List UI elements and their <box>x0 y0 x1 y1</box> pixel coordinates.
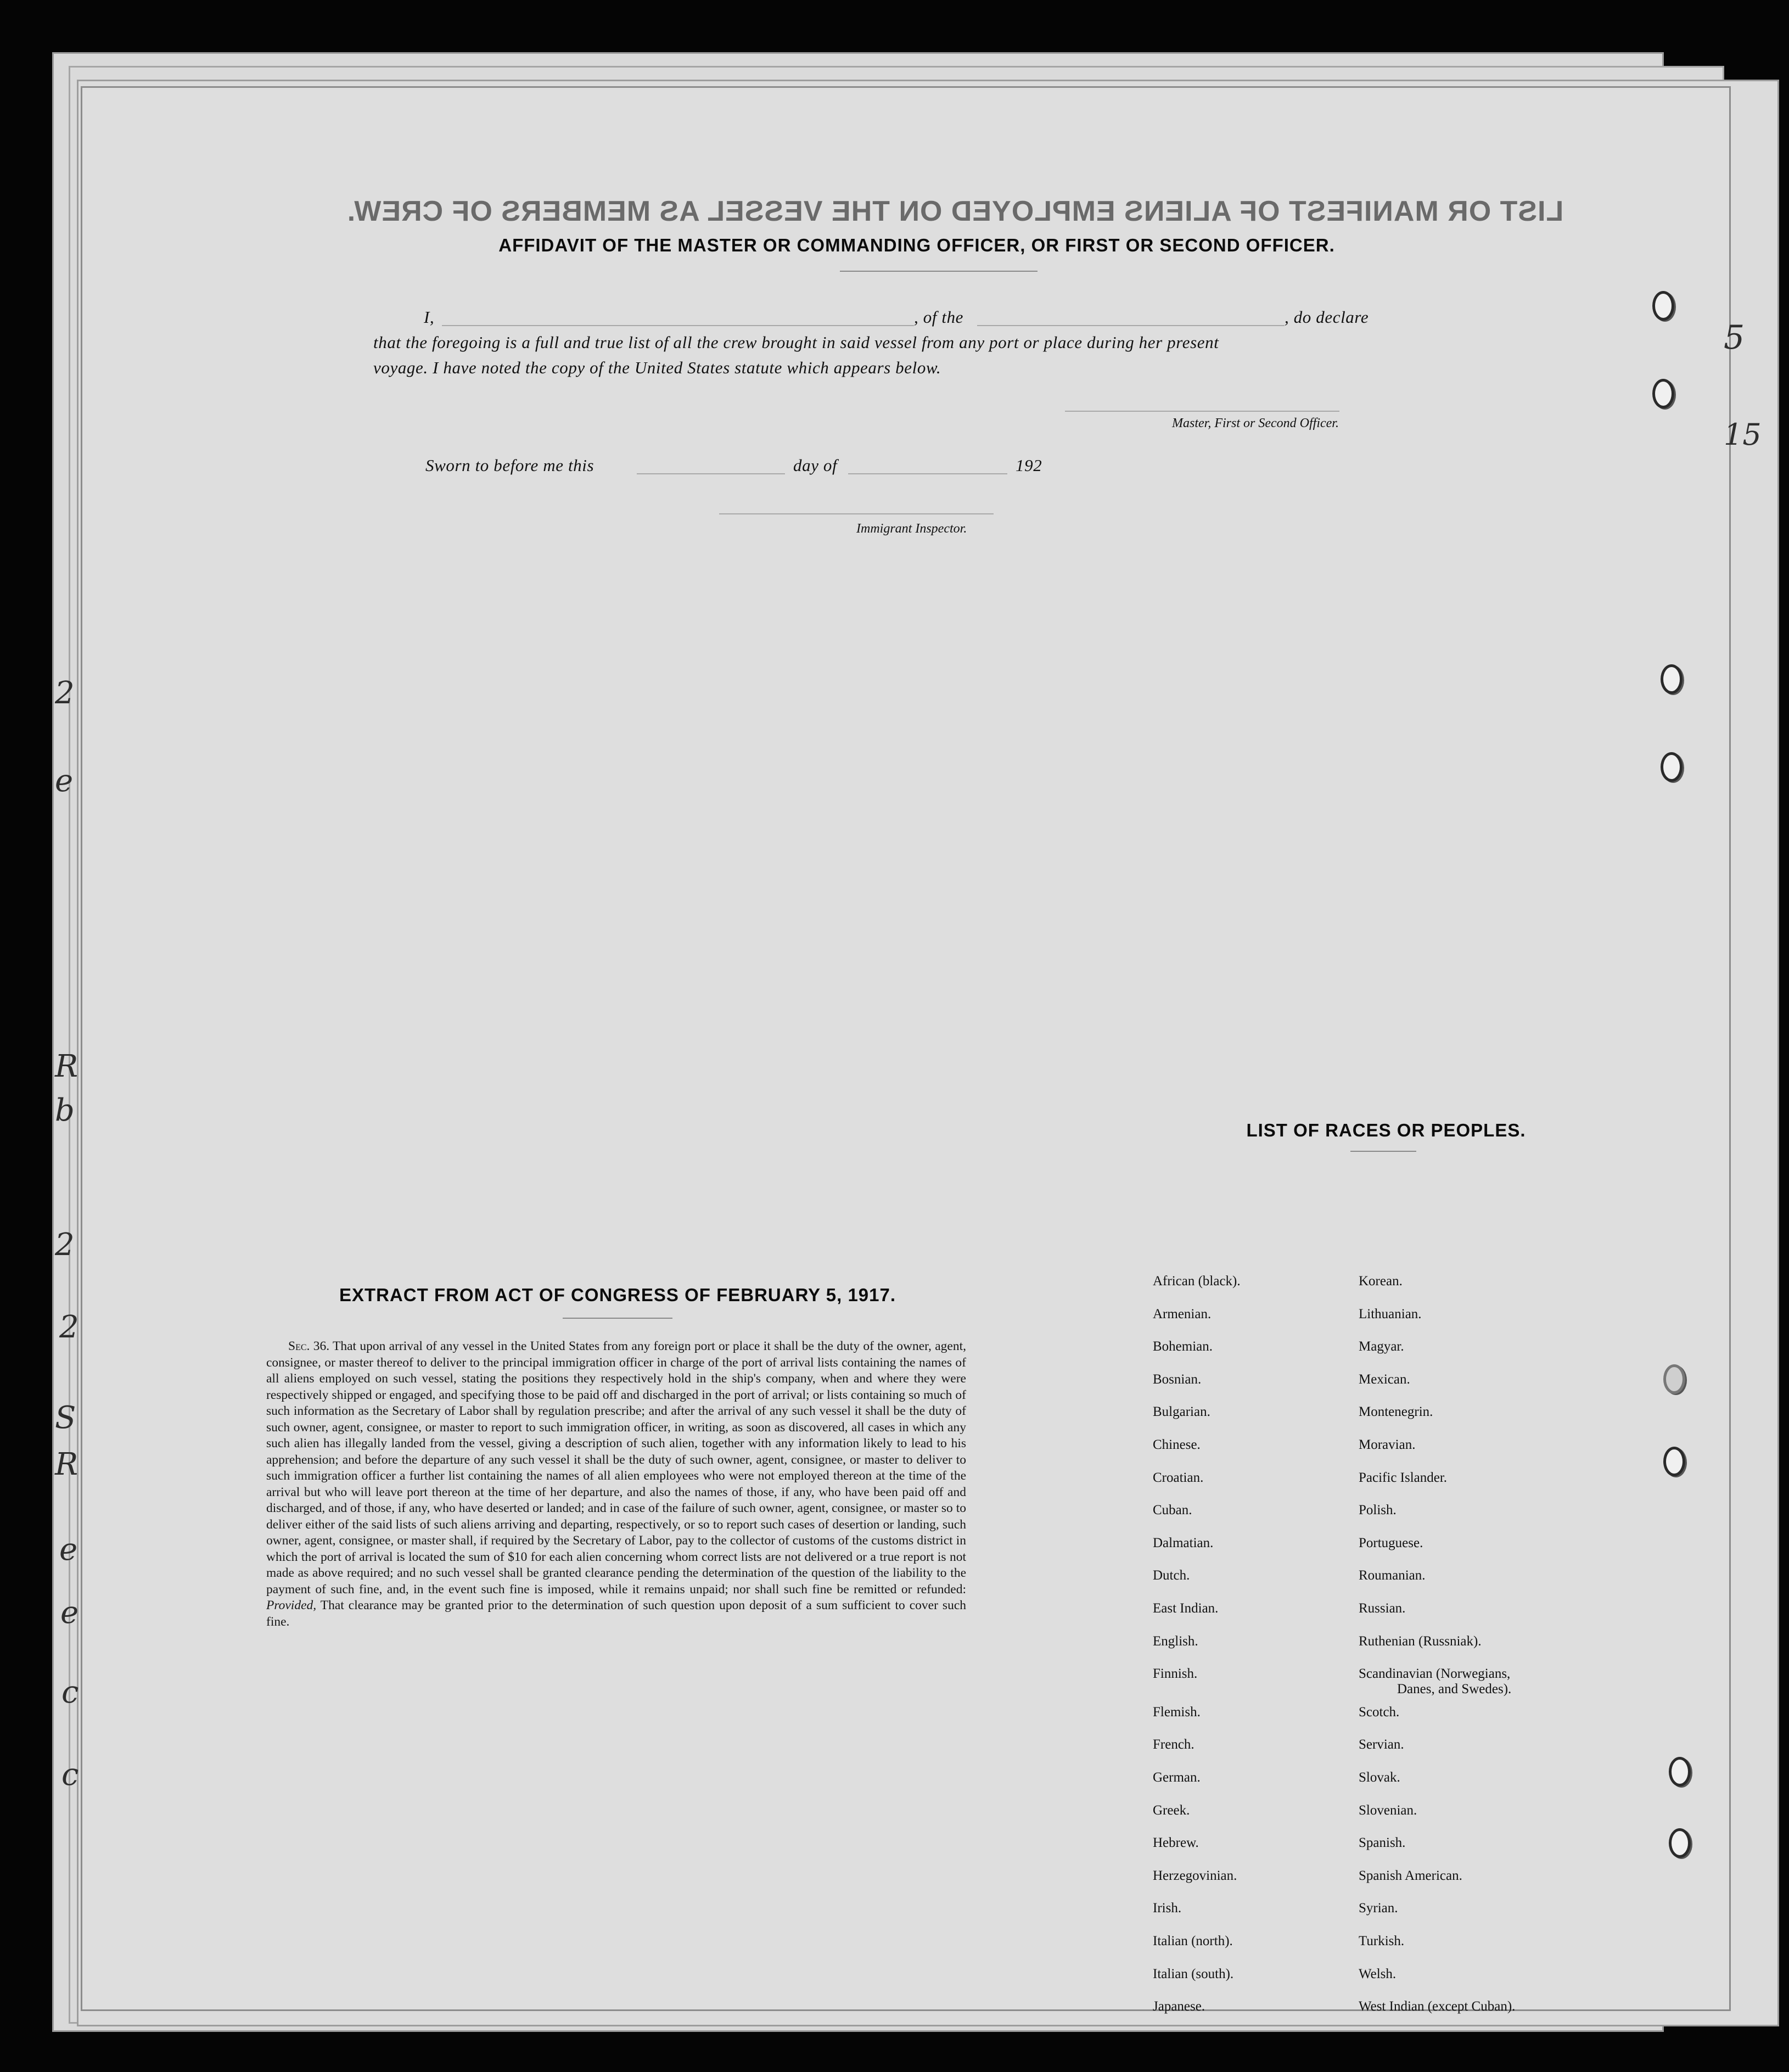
race-item: Greek. <box>1153 1802 1190 1818</box>
race-item: African (black). <box>1153 1274 1241 1289</box>
section-text: That upon arrival of any vessel in the United States from any foreign port or place it shall be the duty of the owner, agent, consignee, or master thereof to deliver to the principal immigration officer in charge of the port of arrival lists containing the names of all aliens employed on such vessel, stating the positions they respectively hold in the ship's company, when and where they were respectively shipped or engaged, and specifying those to be paid off and discharged in the port of arrival; or lists containing so much of such information as the Secretary of Labor shall by regulation prescribe; and after the arrival of any such vessel it shall be the duty of such owner, agent, consignee, or master to report to such immigration officer, in writing, as soon as discovered, all cases in which any such alien has illegally landed from the vessel, giving a description of such alien, together with any information likely to lead to his apprehension; and before the departure of any such vessel it shall be the duty of such owner, agent, consignee, or master to deliver to such immigration officer a further list containing the names of all alien employees who were not employed thereon at the time of the arrival but who will leave port thereon at the time of her departure, and also the names of those, if any, who have been paid off and discharged, and of those, if any, who have deserted or landed; and in case of the failure of such owner, agent, consignee, or master so to deliver either of the said lists of such aliens arriving and departing, respectively, or so to report such cases of desertion or landing, such owner, agent, consignee, or master shall, if required by the Secretary of Labor, pay to the collector of customs of the customs district in which the port of arrival is located the sum of $10 for each alien concerning whom correct lists are not delivered or a true report is not made as above required; and no such vessel shall be granted clearance pending the determination of the question of the liability to the payment of such fine, and, in the event such fine is imposed, while it remains unpaid; nor shall such fine be remitted or refunded: <box>266 1339 967 1597</box>
race-item: Cuban. <box>1153 1503 1192 1518</box>
race-item: Danes, and Swedes). <box>1397 1682 1512 1697</box>
binder-hole <box>1669 1828 1691 1858</box>
binder-hole <box>1652 379 1674 408</box>
race-item: German. <box>1153 1770 1201 1785</box>
section-text-closing: That clearance may be granted prior to the determination of such question upon deposit of a sum sufficient to cover such fine. <box>266 1598 966 1629</box>
provided-keyword: Provided, <box>266 1598 317 1612</box>
race-item: Roumanian. <box>1359 1568 1426 1583</box>
sworn-day-line <box>637 473 785 474</box>
race-item: Italian (south). <box>1153 1966 1234 1981</box>
sworn-day-of: day of <box>793 456 838 475</box>
race-item: Chinese. <box>1153 1437 1201 1452</box>
race-item: Servian. <box>1359 1737 1404 1752</box>
race-item: Portuguese. <box>1359 1535 1423 1550</box>
race-item: Pacific Islander. <box>1359 1470 1448 1485</box>
race-item: Mexican. <box>1359 1371 1410 1387</box>
extract-title-divider <box>563 1318 672 1319</box>
margin-mark: 2 <box>55 1227 75 1263</box>
race-item: Polish. <box>1359 1503 1397 1518</box>
race-item: Dutch. <box>1153 1568 1190 1583</box>
sworn-month-line <box>848 473 1007 474</box>
race-item: Flemish. <box>1153 1704 1201 1720</box>
margin-mark: e <box>60 1595 79 1631</box>
race-item: West Indian (except Cuban). <box>1359 1999 1516 2014</box>
margin-mark: c <box>61 1757 79 1793</box>
affidavit-of-the: , of the <box>914 307 964 327</box>
race-item: Japanese. <box>1153 1999 1205 2014</box>
sworn-year: 192 <box>1016 456 1042 475</box>
margin-mark: 2 <box>59 1309 79 1345</box>
binder-hole <box>1661 752 1683 782</box>
affidavit-declare: , do declare <box>1285 307 1369 327</box>
margin-mark: R <box>55 1447 78 1482</box>
race-item: Moravian. <box>1359 1437 1416 1452</box>
race-item: Korean. <box>1359 1274 1403 1289</box>
margin-mark: R <box>55 1049 78 1084</box>
margin-mark: S <box>55 1400 76 1436</box>
race-item: Irish. <box>1153 1901 1182 1916</box>
race-item: Croatian. <box>1153 1470 1204 1485</box>
race-item: Armenian. <box>1153 1306 1212 1321</box>
margin-mark: c <box>61 1675 79 1710</box>
race-item: Hebrew. <box>1153 1835 1199 1851</box>
race-item: Herzegovinian. <box>1153 1868 1237 1883</box>
affidavit-i: I, <box>424 307 435 327</box>
race-item: Ruthenian (Russniak). <box>1359 1633 1482 1649</box>
signature-line <box>1065 411 1339 412</box>
race-item: Syrian. <box>1359 1901 1398 1916</box>
vessel-blank-line <box>977 325 1285 326</box>
section-label: Sec. 36. <box>288 1339 330 1353</box>
affidavit-title: AFFIDAVIT OF THE MASTER OR COMMANDING OFFICER, OR FIRST OR SECOND OFFICER. <box>498 235 1335 255</box>
race-item: Bulgarian. <box>1153 1404 1210 1420</box>
races-title: LIST OF RACES OR PEOPLES. <box>1246 1120 1526 1140</box>
race-item: Bosnian. <box>1153 1371 1202 1387</box>
race-item: Scandinavian (Norwegians, <box>1359 1666 1511 1682</box>
extract-section-36 <box>266 1339 966 1630</box>
margin-number: 5 <box>1724 318 1745 357</box>
binder-hole <box>1661 664 1683 694</box>
inspector-label: Immigrant Inspector. <box>856 522 967 536</box>
affidavit-line-3: voyage. I have noted the copy of the United States statute which appears below. <box>373 358 941 377</box>
race-item: Welsh. <box>1359 1966 1397 1981</box>
race-item: Italian (north). <box>1153 1934 1233 1948</box>
binder-hole <box>1663 1364 1685 1394</box>
race-item: Turkish. <box>1359 1934 1405 1948</box>
affidavit-line-2: that the foregoing is a full and true list of all the crew brought in said vessel from any port or place during her present <box>373 333 1219 352</box>
binder-hole <box>1663 1447 1685 1476</box>
race-item: Magyar. <box>1359 1339 1404 1354</box>
race-item: Spanish American. <box>1359 1868 1462 1883</box>
margin-mark: e <box>55 763 74 799</box>
race-item: English. <box>1153 1633 1198 1649</box>
name-blank-line <box>442 325 914 326</box>
race-item: Lithuanian. <box>1359 1306 1422 1321</box>
race-item: Russian. <box>1359 1601 1406 1616</box>
race-item: East Indian. <box>1153 1601 1219 1616</box>
bleed-through-heading: LIST OR MANIFEST OF ALIENS EMPLOYED ON THE VESSEL AS MEMBERS OF CREW. <box>346 195 1564 227</box>
margin-mark: 2 <box>55 675 75 711</box>
title-divider <box>840 271 1037 272</box>
binder-hole <box>1652 291 1674 321</box>
race-item: Montenegrin. <box>1359 1404 1433 1420</box>
margin-mark: b <box>55 1093 75 1128</box>
document-page <box>82 88 1729 2014</box>
race-item: Finnish. <box>1153 1666 1198 1682</box>
race-item: Slovenian. <box>1359 1802 1417 1818</box>
inspector-signature-line <box>719 513 994 514</box>
races-title-divider <box>1350 1151 1416 1152</box>
race-item: French. <box>1153 1737 1194 1752</box>
extract-title: EXTRACT FROM ACT OF CONGRESS OF FEBRUARY 5, 1917. <box>339 1285 896 1305</box>
race-item: Bohemian. <box>1153 1339 1213 1354</box>
signature-label: Master, First or Second Officer. <box>1172 416 1339 430</box>
margin-number: 15 <box>1724 417 1762 452</box>
binder-hole <box>1669 1757 1691 1787</box>
race-item: Slovak. <box>1359 1770 1400 1785</box>
race-item: Scotch. <box>1359 1704 1400 1720</box>
race-item: Spanish. <box>1359 1835 1406 1851</box>
race-item: Dalmatian. <box>1153 1535 1214 1550</box>
margin-mark: e <box>59 1532 78 1567</box>
sworn-prefix: Sworn to before me this <box>425 456 595 475</box>
